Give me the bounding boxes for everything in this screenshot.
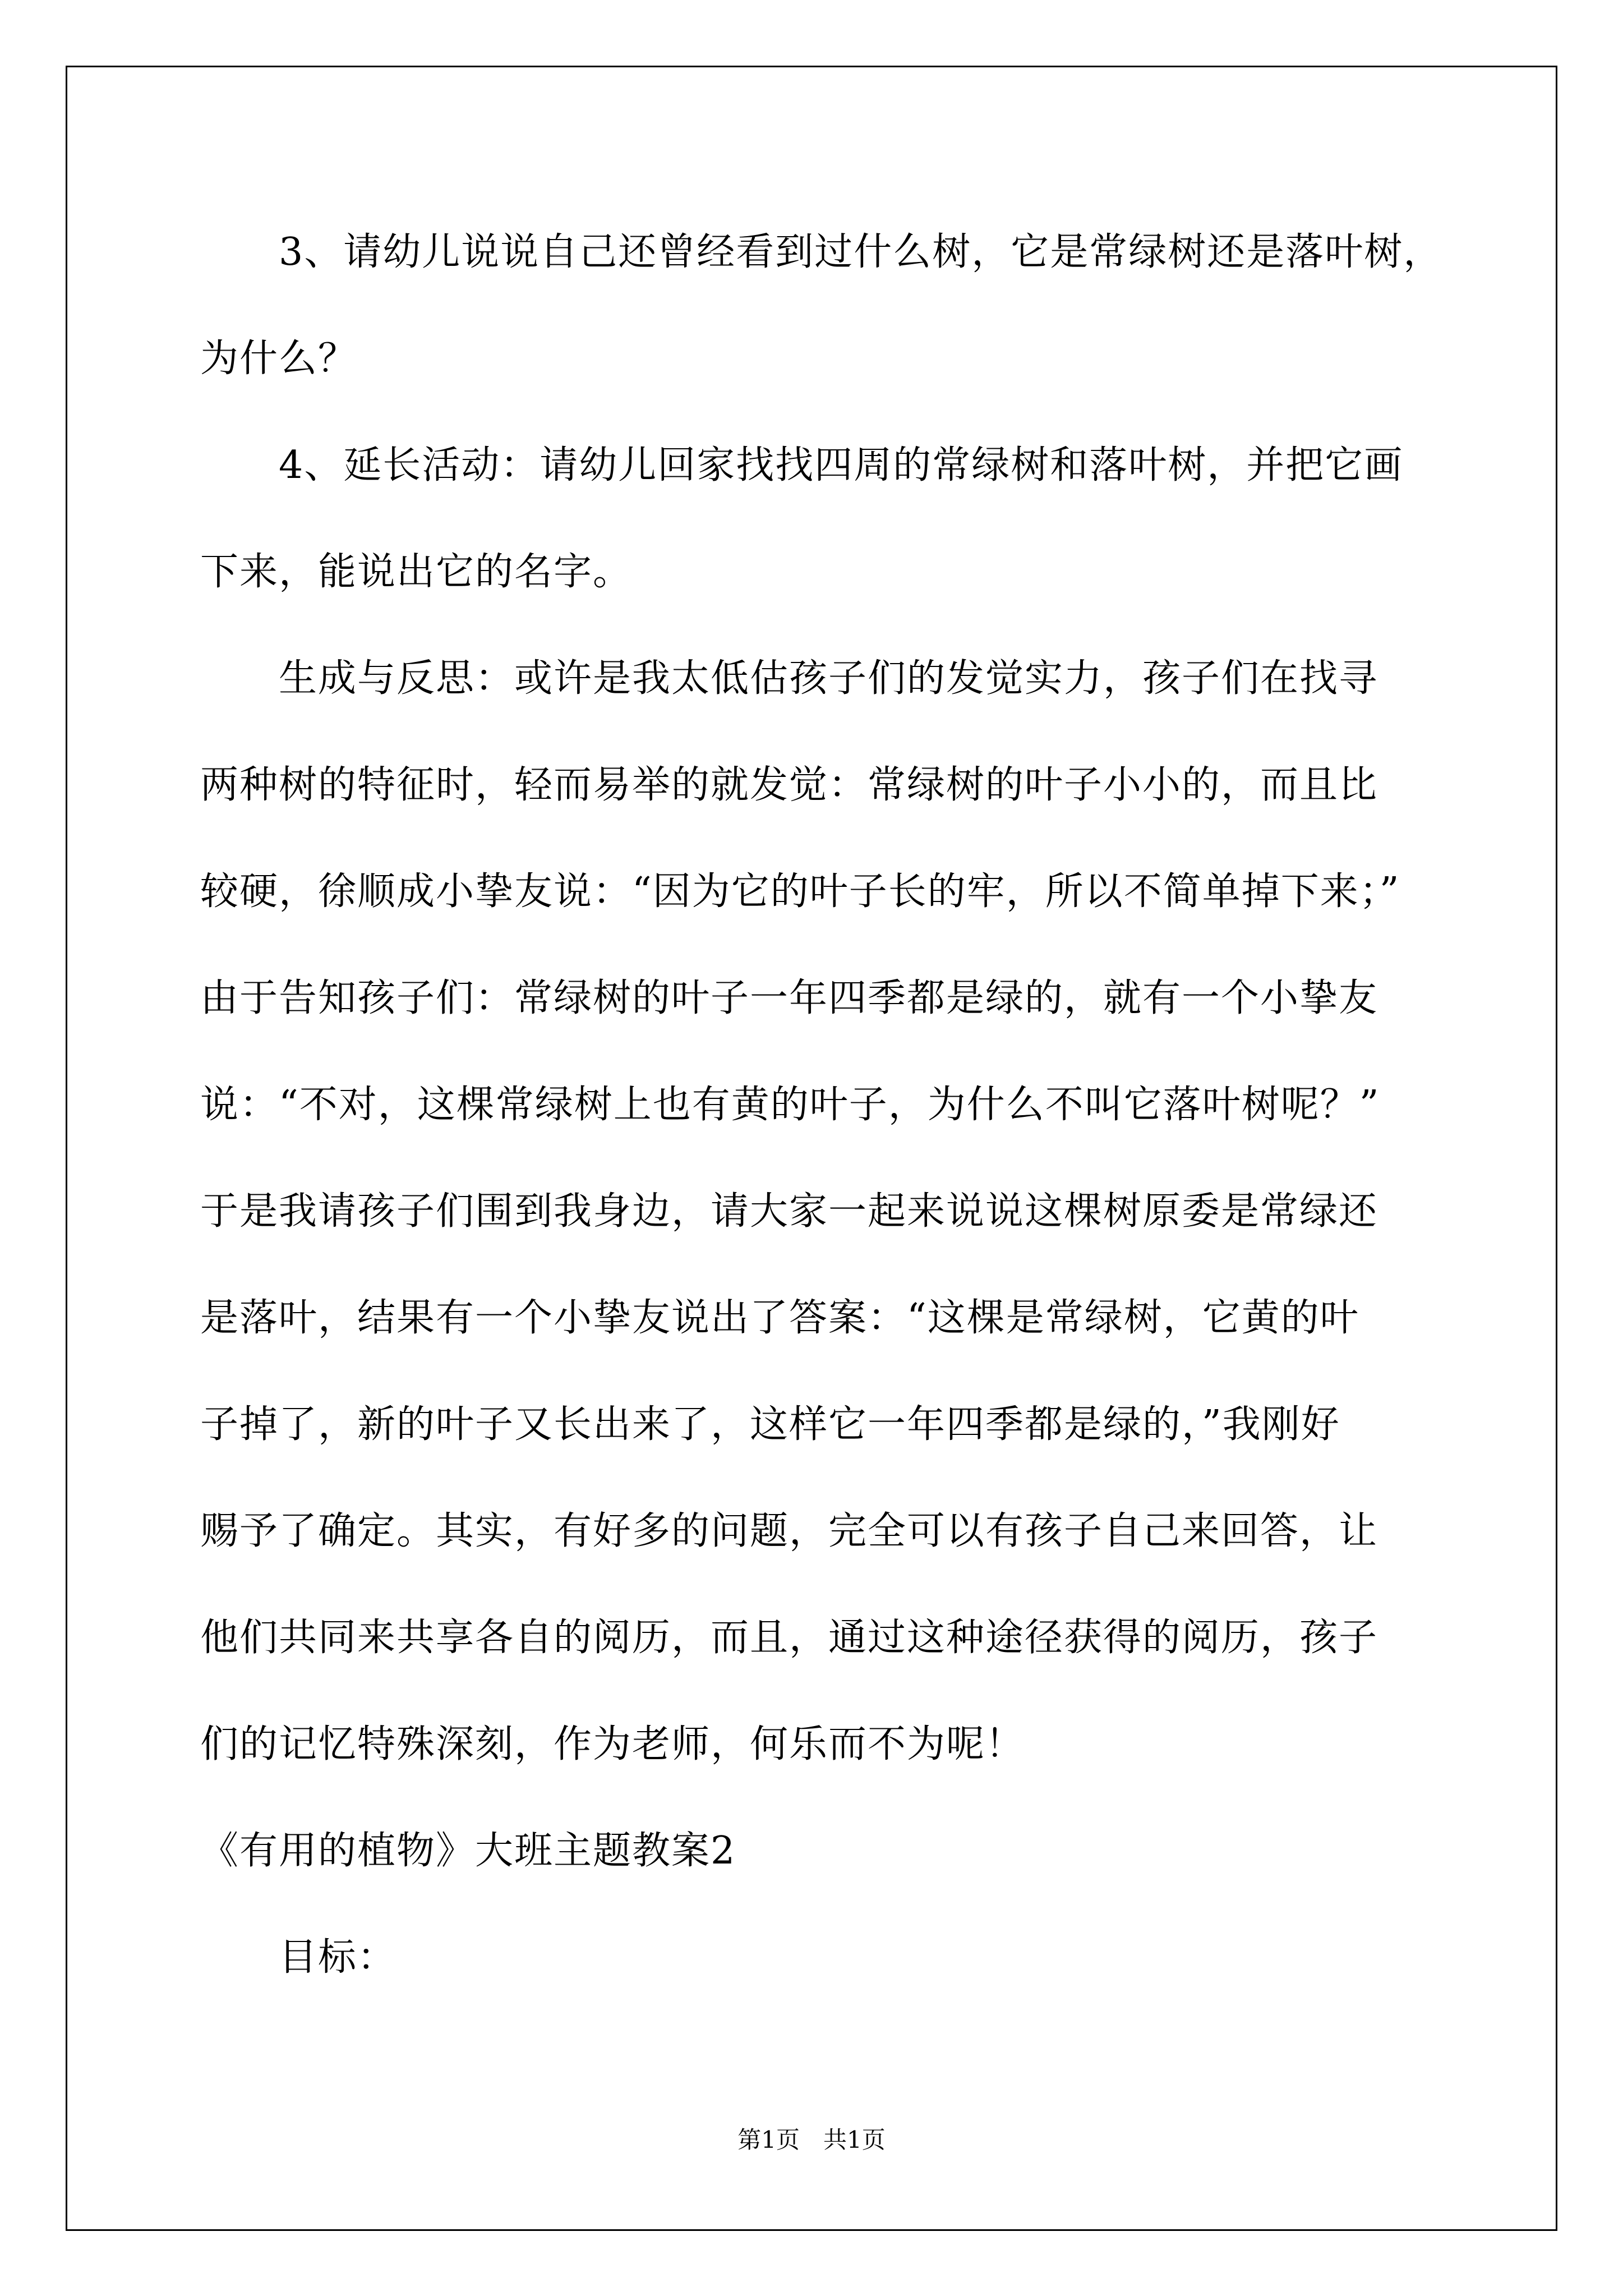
paragraph-line: 子掉了，新的叶子又长出来了，这样它一年四季都是绿的，”我刚好 xyxy=(200,1402,1340,1447)
paragraph-line: 3、请幼儿说说自己还曾经看到过什么树，它是常绿树还是落叶树， xyxy=(279,230,1443,274)
paragraph-line: 他们共同来共享各自的阅历，而且，通过这种途径获得的阅历，孩子 xyxy=(200,1616,1378,1660)
paragraph-line: 于是我请孩子们围到我身边，请大家一起来说说这棵树原委是常绿还 xyxy=(200,1189,1378,1234)
subheading-goal: 目标： xyxy=(279,1935,397,1980)
section-heading: 《有用的植物》大班主题教案2 xyxy=(200,1829,736,1873)
paragraph-line: 为什么？ xyxy=(200,337,358,381)
paragraph-line: 下来，能说出它的名字。 xyxy=(200,550,633,594)
paragraph-line: 们的记忆特殊深刻，作为老师，何乐而不为呢！ xyxy=(200,1722,1025,1766)
page-footer: 第1页 共1页 xyxy=(737,2126,886,2154)
paragraph-line: 是落叶，结果有一个小挚友说出了答案：“这棵是常绿树，它黄的叶 xyxy=(200,1296,1359,1340)
page-border xyxy=(66,66,1557,2231)
paragraph-line: 说：“不对，这棵常绿树上也有黄的叶子，为什么不叫它落叶树呢？” xyxy=(200,1083,1380,1127)
paragraph-line: 赐予了确定。其实，有好多的问题，完全可以有孩子自己来回答，让 xyxy=(200,1509,1378,1553)
paragraph-line: 4、延长活动：请幼儿回家找找四周的常绿树和落叶树，并把它画 xyxy=(279,443,1404,487)
paragraph-line: 较硬，徐顺成小挚友说：“因为它的叶子长的牢，所以不简单掉下来；” xyxy=(200,869,1400,914)
paragraph-line: 由于告知孩子们：常绿树的叶子一年四季都是绿的，就有一个小挚友 xyxy=(200,976,1378,1020)
paragraph-line: 生成与反思：或许是我太低估孩子们的发觉实力，孩子们在找寻 xyxy=(279,656,1378,701)
paragraph-line: 两种树的特征时，轻而易举的就发觉：常绿树的叶子小小的，而且比 xyxy=(200,763,1378,807)
